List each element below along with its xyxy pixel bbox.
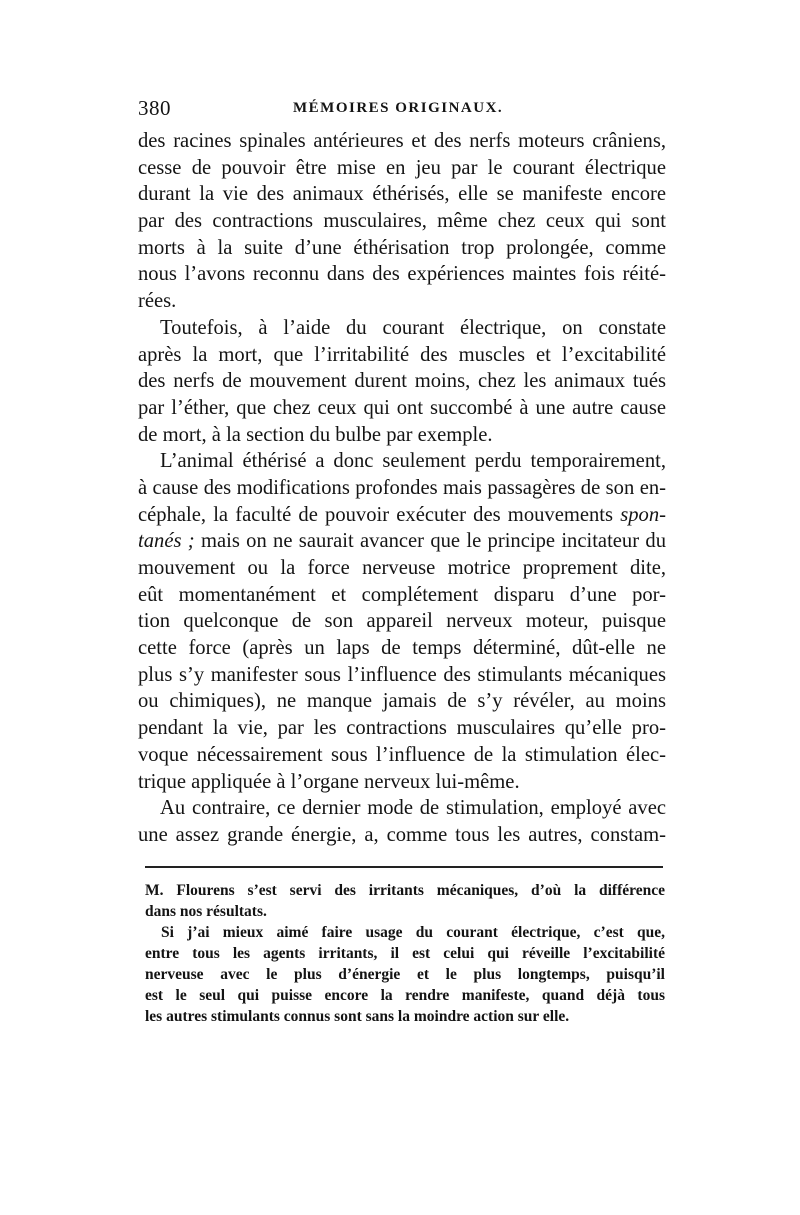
- main-text: [138, 128, 666, 849]
- page-header: [138, 96, 666, 124]
- text-line: nous l’avons reconnu dans des expériences maintes fois réité-: [138, 263, 666, 286]
- text-segment: céphale, la faculté de pouvoir exécuter des mouvements: [138, 503, 614, 526]
- text-line: voque nécessairement sous l’influence de la stimulation élec-: [138, 743, 666, 766]
- text-line: Toutefois, à l’aide du courant électrique, on constate: [160, 316, 666, 339]
- text-line: tion quelconque de son appareil nerveux moteur, puisque: [138, 610, 666, 633]
- text-segment: mais on ne saurait avancer que le principe incitateur du: [200, 530, 666, 553]
- text-line: par l’éther, que chez ceux qui ont succombé à une autre cause: [138, 396, 666, 419]
- footnote-line: les autres stimulants connus sont sans la moindre action sur elle.: [145, 1008, 570, 1025]
- text-line: plus s’y manifester sous l’influence des stimulants mécaniques: [138, 663, 666, 686]
- footnote-line: dans nos résultats.: [145, 903, 267, 920]
- text-line: eût momentanément et complétement disparu d’une por-: [138, 583, 666, 606]
- text-line: des nerfs de mouvement durent moins, chez les animaux tués: [138, 370, 666, 393]
- text-line: de mort, à la section du bulbe par exemple.: [138, 423, 493, 446]
- text-line: cesse de pouvoir être mise en jeu par le courant électrique: [138, 156, 666, 179]
- text-line: ou chimiques), ne manque jamais de s’y révéler, au moins: [138, 690, 666, 713]
- footnote-divider: [145, 866, 663, 868]
- text-line: pendant la vie, par les contractions musculaires qu’elle pro-: [138, 717, 666, 740]
- text-line: Au contraire, ce dernier mode de stimulation, employé avec: [160, 797, 666, 820]
- footnote-line: nerveuse avec le plus d’énergie et le plus longtemps, puisqu’il: [145, 966, 665, 983]
- text-line: des racines spinales antérieures et des nerfs moteurs crâniens,: [138, 130, 666, 152]
- text-line: trique appliquée à l’organe nerveux lui-même.: [138, 770, 520, 793]
- text-line-mixed: [138, 502, 666, 529]
- footnote-line: est le seul qui puisse encore la rendre manifeste, quand déjà tous: [145, 987, 665, 1004]
- text-line: cette force (après un laps de temps déterminé, dût-elle ne: [138, 637, 666, 660]
- text-line: à cause des modifications profondes mais passagères de son en-: [138, 476, 666, 499]
- page-number: 380: [138, 96, 171, 120]
- italic-segment: tanés ;: [138, 530, 195, 553]
- text-line: durant la vie des animaux éthérisés, elle se manifeste encore: [138, 183, 666, 206]
- running-head: MÉMOIRES ORIGINAUX.: [293, 100, 504, 116]
- text-line: une assez grande énergie, a, comme tous les autres, constam-: [138, 823, 666, 846]
- text-line: après la mort, que l’irritabilité des muscles et l’excitabilité: [138, 343, 666, 366]
- footnote-line: M. Flourens s’est servi des irritants mécaniques, d’où la différence: [145, 882, 665, 899]
- footnote-line: entre tous les agents irritants, il est celui qui réveille l’excitabilité: [145, 945, 665, 962]
- text-line-mixed: [138, 528, 666, 555]
- italic-segment: spon-: [620, 503, 666, 526]
- text-line: L’animal éthérisé a donc seulement perdu temporairement,: [160, 450, 666, 473]
- footnotes: [145, 880, 665, 1027]
- text-line: rées.: [138, 290, 177, 313]
- text-line: mouvement ou la force nerveuse motrice proprement dite,: [138, 557, 666, 579]
- text-line: morts à la suite d’une éthérisation trop prolongée, comme: [138, 236, 666, 259]
- footnote-line: Si j’ai mieux aimé faire usage du courant électrique, c’est que,: [161, 924, 665, 941]
- text-line: par des contractions musculaires, même chez ceux qui sont: [138, 210, 666, 233]
